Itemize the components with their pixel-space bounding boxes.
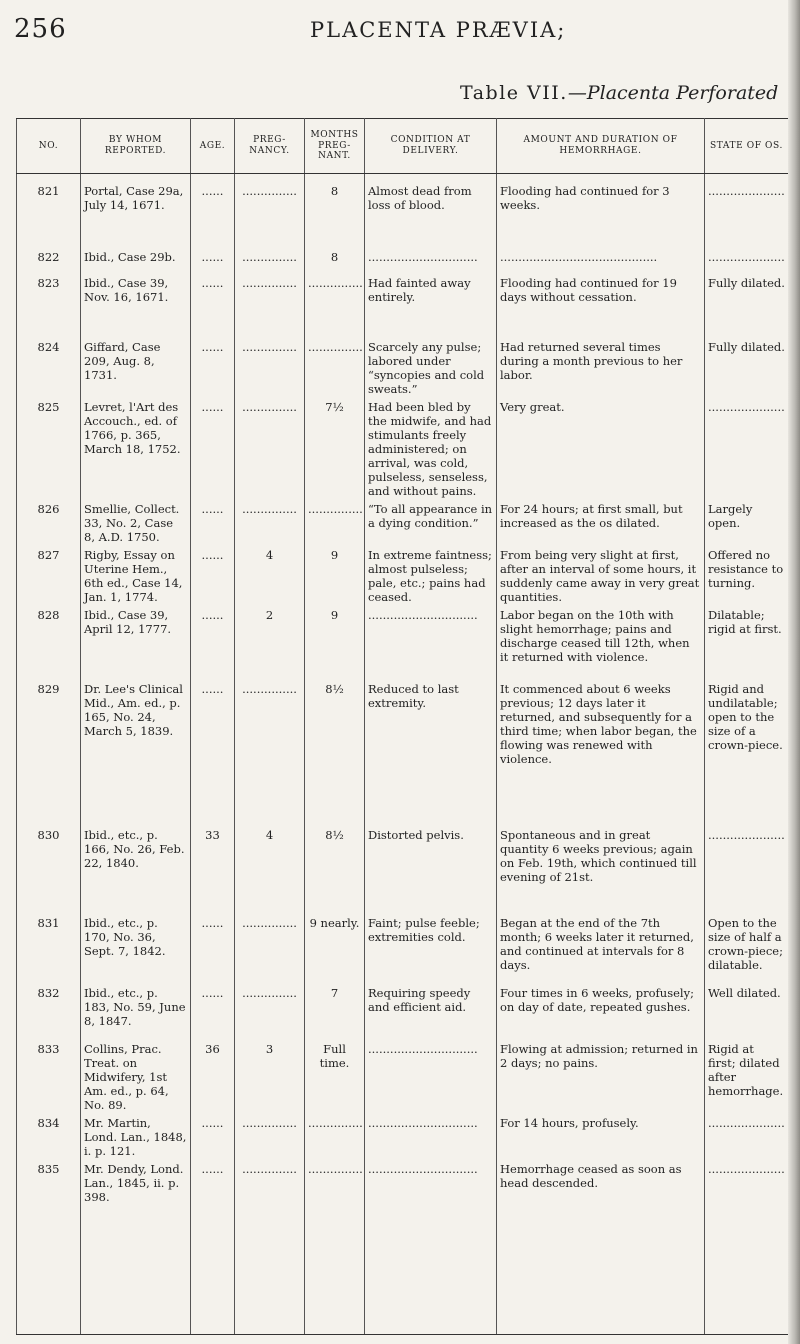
table-row xyxy=(17,398,789,500)
table-label: Table VII. xyxy=(460,82,568,104)
cell-reporter: Ibid., etc., p. 183, No. 59, June 8, 1847. xyxy=(81,984,191,1040)
cell-age: 36 xyxy=(191,1040,235,1114)
cell-hemorrhage: ........................................... xyxy=(497,248,705,274)
cell-reporter: Smellie, Collect. 33, No. 2, Case 8, A.D. 1750. xyxy=(81,500,191,546)
cell-hemorrhage: Flowing at admission; returned in 2 days; no pains. xyxy=(497,1040,705,1114)
cell-pregnancy: ............... xyxy=(235,1114,305,1160)
cell-reporter: Rigby, Essay on Uterine Hem., 6th ed., Case 14, Jan. 1, 1774. xyxy=(81,546,191,606)
cell-condition: .............................. xyxy=(365,606,497,680)
cell-condition: Almost dead from loss of blood. xyxy=(365,174,497,249)
cell-os: Fully dilated. xyxy=(705,338,789,398)
column-header-os: STATE OF OS. xyxy=(705,119,789,174)
cell-pregnancy: ............... xyxy=(235,248,305,274)
table-caption: —Placenta Perforated xyxy=(567,82,779,104)
table-header-row xyxy=(17,119,789,174)
cell-reporter: Dr. Lee's Clinical Mid., Am. ed., p. 165, No. 24, March 5, 1839. xyxy=(81,680,191,826)
cell-hemorrhage: For 24 hours; at first small, but increased as the os dilated. xyxy=(497,500,705,546)
column-header-months: MONTHS PREG- NANT. xyxy=(305,119,365,174)
cell-os: ..................... xyxy=(705,1114,789,1160)
cell-months: 8 xyxy=(305,248,365,274)
cell-age: ...... xyxy=(191,274,235,338)
cell-no: 821 xyxy=(17,174,81,249)
cell-no: 825 xyxy=(17,398,81,500)
table-row xyxy=(17,914,789,984)
cell-condition: Distorted pelvis. xyxy=(365,826,497,914)
cell-condition: Requiring speedy and efficient aid. xyxy=(365,984,497,1040)
cell-months: 9 xyxy=(305,546,365,606)
cell-os: Offered no resistance to turning. xyxy=(705,546,789,606)
cell-age: ...... xyxy=(191,914,235,984)
cell-age: ...... xyxy=(191,606,235,680)
cell-hemorrhage: Flooding had continued for 19 days without cessation. xyxy=(497,274,705,338)
cell-no: 822 xyxy=(17,248,81,274)
cell-reporter: Ibid., etc., p. 166, No. 26, Feb. 22, 1840. xyxy=(81,826,191,914)
cell-reporter: Ibid., Case 29b. xyxy=(81,248,191,274)
cell-os: ..................... xyxy=(705,1160,789,1335)
cell-os: Open to the size of half a crown-piece; dilatable. xyxy=(705,914,789,984)
running-head: PLACENTA PRÆVIA; xyxy=(310,18,567,42)
table-row xyxy=(17,1114,789,1160)
cell-months: ............... xyxy=(305,1160,365,1335)
cell-condition: Faint; pulse feeble; extremities cold. xyxy=(365,914,497,984)
cell-no: 823 xyxy=(17,274,81,338)
cell-pregnancy: ............... xyxy=(235,398,305,500)
cell-hemorrhage: From being very slight at first, after an interval of some hours, it suddenly came away in very great quantities. xyxy=(497,546,705,606)
cell-months: 7 xyxy=(305,984,365,1040)
cell-months: 7½ xyxy=(305,398,365,500)
cell-reporter: Ibid., Case 39, April 12, 1777. xyxy=(81,606,191,680)
cell-age: ...... xyxy=(191,984,235,1040)
cell-no: 826 xyxy=(17,500,81,546)
cell-no: 833 xyxy=(17,1040,81,1114)
cell-hemorrhage: Flooding had continued for 3 weeks. xyxy=(497,174,705,249)
cell-pregnancy: ............... xyxy=(235,174,305,249)
cell-age: ...... xyxy=(191,680,235,826)
cell-pregnancy: 4 xyxy=(235,826,305,914)
cell-age: ...... xyxy=(191,248,235,274)
cell-condition: .............................. xyxy=(365,1114,497,1160)
cell-pregnancy: 2 xyxy=(235,606,305,680)
cell-condition: .............................. xyxy=(365,1160,497,1335)
cell-condition: Had fainted away entirely. xyxy=(365,274,497,338)
page-edge-shadow xyxy=(788,0,800,1344)
cell-condition: “To all appearance in a dying condition.” xyxy=(365,500,497,546)
cell-no: 827 xyxy=(17,546,81,606)
cell-os: ..................... xyxy=(705,248,789,274)
cell-months: 9 xyxy=(305,606,365,680)
table-body xyxy=(17,174,789,1335)
column-header-hemorrhage: AMOUNT AND DURATION OF HEMORRHAGE. xyxy=(497,119,705,174)
cell-no: 834 xyxy=(17,1114,81,1160)
placenta-table xyxy=(16,118,789,1335)
column-header-reporter: BY WHOM REPORTED. xyxy=(81,119,191,174)
table-row xyxy=(17,1160,789,1335)
cell-os: Well dilated. xyxy=(705,984,789,1040)
table-row xyxy=(17,606,789,680)
cell-no: 824 xyxy=(17,338,81,398)
table-row xyxy=(17,248,789,274)
cell-os: ..................... xyxy=(705,826,789,914)
cell-pregnancy: ............... xyxy=(235,500,305,546)
cell-os: Rigid at first; dilated after hemorrhage. xyxy=(705,1040,789,1114)
column-header-no: NO. xyxy=(17,119,81,174)
cell-pregnancy: ............... xyxy=(235,680,305,826)
cell-hemorrhage: Hemorrhage ceased as soon as head descended. xyxy=(497,1160,705,1335)
cell-no: 832 xyxy=(17,984,81,1040)
cell-pregnancy: 4 xyxy=(235,546,305,606)
table-row xyxy=(17,1040,789,1114)
cell-months: 8½ xyxy=(305,826,365,914)
cell-hemorrhage: Spontaneous and in great quantity 6 weeks previous; again on Feb. 19th, which continued till evening of 21st. xyxy=(497,826,705,914)
cell-no: 830 xyxy=(17,826,81,914)
cell-os: ..................... xyxy=(705,174,789,249)
cell-months: ............... xyxy=(305,500,365,546)
cell-months: ............... xyxy=(305,1114,365,1160)
cell-reporter: Mr. Martin, Lond. Lan., 1848, i. p. 121. xyxy=(81,1114,191,1160)
cell-os: Fully dilated. xyxy=(705,274,789,338)
cell-months: ............... xyxy=(305,274,365,338)
column-header-age: AGE. xyxy=(191,119,235,174)
table-row xyxy=(17,274,789,338)
column-header-pregnancy: PREG- NANCY. xyxy=(235,119,305,174)
cell-age: ...... xyxy=(191,1114,235,1160)
cell-hemorrhage: Began at the end of the 7th month; 6 weeks later it returned, and continued at intervals for 8 days. xyxy=(497,914,705,984)
cell-months: Full time. xyxy=(305,1040,365,1114)
cell-reporter: Giffard, Case 209, Aug. 8, 1731. xyxy=(81,338,191,398)
cell-age: 33 xyxy=(191,826,235,914)
cell-pregnancy: ............... xyxy=(235,914,305,984)
table-row xyxy=(17,984,789,1040)
table-row xyxy=(17,546,789,606)
cell-os: Dilatable; rigid at first. xyxy=(705,606,789,680)
cell-os: Largely open. xyxy=(705,500,789,546)
cell-condition: .............................. xyxy=(365,248,497,274)
cell-reporter: Levret, l'Art des Accouch., ed. of 1766, p. 365, March 18, 1752. xyxy=(81,398,191,500)
cell-pregnancy: ............... xyxy=(235,338,305,398)
table-row xyxy=(17,680,789,826)
cell-age: ...... xyxy=(191,174,235,249)
cell-reporter: Portal, Case 29a, July 14, 1671. xyxy=(81,174,191,249)
cell-hemorrhage: Very great. xyxy=(497,398,705,500)
cell-months: 8½ xyxy=(305,680,365,826)
cell-condition: In extreme faintness; almost pulseless; pale, etc.; pains had ceased. xyxy=(365,546,497,606)
cell-pregnancy: 3 xyxy=(235,1040,305,1114)
table-row xyxy=(17,500,789,546)
table-title xyxy=(460,82,778,104)
cell-pregnancy: ............... xyxy=(235,1160,305,1335)
cell-no: 828 xyxy=(17,606,81,680)
cell-condition: Scarcely any pulse; labored under “syncopies and cold sweats.” xyxy=(365,338,497,398)
cell-reporter: Mr. Dendy, Lond. Lan., 1845, ii. p. 398. xyxy=(81,1160,191,1335)
cell-condition: .............................. xyxy=(365,1040,497,1114)
cell-hemorrhage: Labor began on the 10th with slight hemorrhage; pains and discharge ceased till 12th, when it returned with violence. xyxy=(497,606,705,680)
cell-pregnancy: ............... xyxy=(235,274,305,338)
cell-age: ...... xyxy=(191,398,235,500)
cell-hemorrhage: Four times in 6 weeks, profusely; on day of date, repeated gushes. xyxy=(497,984,705,1040)
cell-hemorrhage: It commenced about 6 weeks previous; 12 days later it returned, and subsequently for a third time; when labor began, the flowing was renewed with violence. xyxy=(497,680,705,826)
cell-reporter: Collins, Prac. Treat. on Midwifery, 1st Am. ed., p. 64, No. 89. xyxy=(81,1040,191,1114)
table-row xyxy=(17,174,789,249)
cell-age: ...... xyxy=(191,1160,235,1335)
cell-reporter: Ibid., Case 39, Nov. 16, 1671. xyxy=(81,274,191,338)
cell-age: ...... xyxy=(191,500,235,546)
table-row xyxy=(17,826,789,914)
table-row xyxy=(17,338,789,398)
cell-no: 835 xyxy=(17,1160,81,1335)
cell-age: ...... xyxy=(191,338,235,398)
cell-no: 829 xyxy=(17,680,81,826)
cell-months: 8 xyxy=(305,174,365,249)
cell-months: ............... xyxy=(305,338,365,398)
cell-hemorrhage: For 14 hours, profusely. xyxy=(497,1114,705,1160)
page-number: 256 xyxy=(14,14,67,44)
cell-months: 9 nearly. xyxy=(305,914,365,984)
cell-condition: Had been bled by the midwife, and had stimulants freely administered; on arrival, was cold, pulseless, senseless, and without pains. xyxy=(365,398,497,500)
cell-hemorrhage: Had returned several times during a month previous to her labor. xyxy=(497,338,705,398)
cell-condition: Reduced to last extremity. xyxy=(365,680,497,826)
column-header-condition: CONDITION AT DELIVERY. xyxy=(365,119,497,174)
cell-os: Rigid and undilatable; open to the size of a crown-piece. xyxy=(705,680,789,826)
cell-pregnancy: ............... xyxy=(235,984,305,1040)
cell-reporter: Ibid., etc., p. 170, No. 36, Sept. 7, 1842. xyxy=(81,914,191,984)
cell-no: 831 xyxy=(17,914,81,984)
cell-os: ..................... xyxy=(705,398,789,500)
cell-age: ...... xyxy=(191,546,235,606)
